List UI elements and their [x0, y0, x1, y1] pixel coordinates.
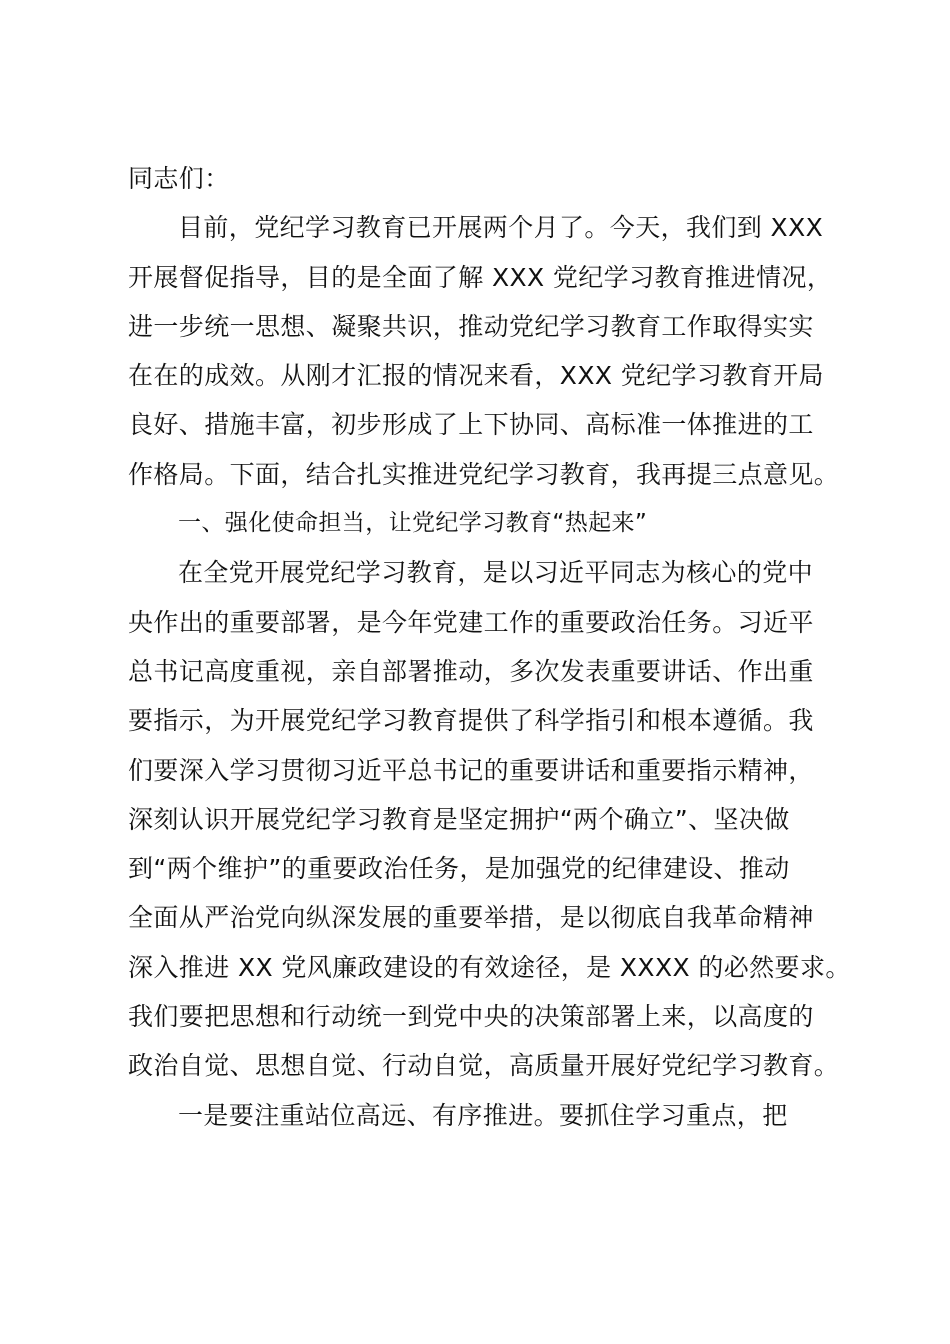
- section-1-line-5: 们要深入学习贯彻习近平总书记的重要讲话和重要指示精神，: [128, 755, 814, 785]
- point-1-line: 一是要注重站位高远、有序推进。要抓住学习重点，把: [178, 1100, 788, 1130]
- section-1-line-3: 总书记高度重视，亲自部署推动，多次发表重要讲话、作出重: [128, 656, 814, 686]
- intro-line-1: 目前，党纪学习教育已开展两个月了。今天，我们到 XXX: [178, 213, 824, 243]
- intro-line-4: 在在的成效。从刚才汇报的情况来看，XXX 党纪学习教育开局: [128, 361, 824, 391]
- section-1-line-11: 政治自觉、思想自觉、行动自觉，高质量开展好党纪学习教育。: [128, 1051, 840, 1081]
- section-1-line-8: 全面从严治党向纵深发展的重要举措，是以彻底自我革命精神: [128, 903, 814, 933]
- intro-line-5: 良好、措施丰富，初步形成了上下协同、高标准一体推进的工: [128, 410, 814, 440]
- document-body: [128, 154, 851, 1140]
- section-1-line-4: 要指示，为开展党纪学习教育提供了科学指引和根本遵循。我: [128, 706, 814, 736]
- section-1-line-9: 深入推进 XX 党风廉政建设的有效途径，是 XXXX 的必然要求。: [128, 952, 851, 982]
- section-1-line-6: 深刻认识开展党纪学习教育是坚定拥护“两个确立”、坚决做: [128, 804, 790, 834]
- intro-line-6: 作格局。下面，结合扎实推进党纪学习教育，我再提三点意见。: [128, 459, 840, 489]
- section-1-line-1: 在全党开展党纪学习教育，是以习近平同志为核心的党中: [178, 558, 814, 588]
- section-1-line-2: 央作出的重要部署，是今年党建工作的重要政治任务。习近平: [128, 607, 814, 637]
- section-1-line-10: 我们要把思想和行动统一到党中央的决策部署上来，以高度的: [128, 1002, 814, 1032]
- section-1-heading: 一、强化使命担当，让党纪学习教育“热起来”: [178, 510, 648, 537]
- section-1-line-7: 到“两个维护”的重要政治任务，是加强党的纪律建设、推动: [128, 854, 790, 884]
- salutation: 同志们：: [128, 164, 230, 193]
- intro-line-3: 进一步统一思想、凝聚共识，推动党纪学习教育工作取得实实: [128, 311, 814, 341]
- intro-line-2: 开展督促指导，目的是全面了解 XXX 党纪学习教育推进情况，: [128, 262, 833, 292]
